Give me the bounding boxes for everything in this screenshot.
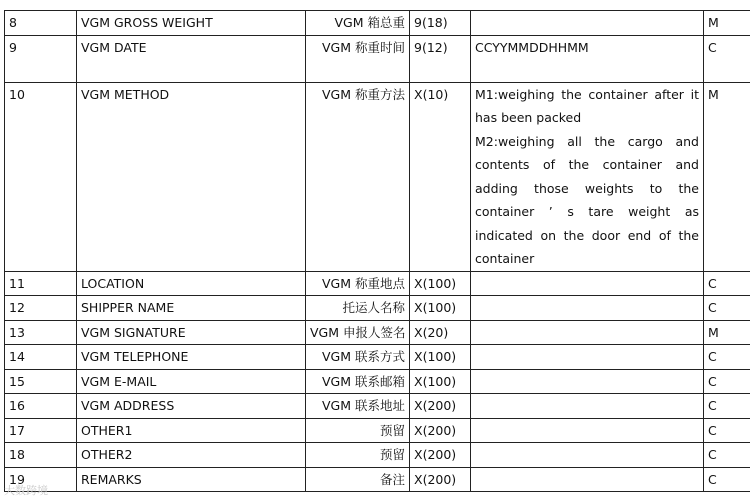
field-name-cn: VGM 申报人签名 (306, 320, 410, 345)
field-name-en: VGM E-MAIL (77, 369, 306, 394)
vgm-field-spec-table (4, 10, 750, 492)
field-requirement: C (704, 296, 750, 321)
field-format: X(20) (410, 320, 471, 345)
field-description (471, 369, 704, 394)
watermark: 大数跨境 (4, 484, 48, 497)
field-name-en: VGM DATE (77, 35, 306, 82)
field-name-cn: VGM 称重地点 (306, 271, 410, 296)
field-description (471, 271, 704, 296)
field-description (471, 345, 704, 370)
field-number: 15 (5, 369, 77, 394)
field-name-en: VGM GROSS WEIGHT (77, 11, 306, 36)
field-number: 11 (5, 271, 77, 296)
field-requirement: C (704, 467, 750, 492)
field-name-cn: VGM 箱总重 (306, 11, 410, 36)
field-format: X(200) (410, 418, 471, 443)
field-name-en: SHIPPER NAME (77, 296, 306, 321)
field-description (471, 443, 704, 468)
field-format: X(100) (410, 296, 471, 321)
field-format: 9(18) (410, 11, 471, 36)
field-description (471, 296, 704, 321)
field-name-cn: 托运人名称 (306, 296, 410, 321)
description-line: adding those weights to the (475, 180, 699, 196)
description-line: M1:weighing the container after it (475, 86, 699, 102)
field-format: X(10) (410, 82, 471, 271)
table-row (5, 394, 750, 419)
description-line: has been packed (475, 110, 582, 125)
field-name-cn: VGM 称重方法 (306, 82, 410, 271)
description-line: M2:weighing all the cargo and (475, 133, 699, 149)
field-name-en: LOCATION (77, 271, 306, 296)
field-requirement: C (704, 394, 750, 419)
field-requirement: C (704, 418, 750, 443)
field-description (471, 11, 704, 36)
table-row (5, 271, 750, 296)
field-number: 9 (5, 35, 77, 82)
description-line: container ’ s tare weight as (475, 204, 699, 219)
field-name-en: VGM TELEPHONE (77, 345, 306, 370)
field-name-en: VGM ADDRESS (77, 394, 306, 419)
field-requirement: C (704, 35, 750, 82)
field-format: X(200) (410, 394, 471, 419)
table-row (5, 82, 750, 271)
field-requirement: C (704, 271, 750, 296)
field-name-en: OTHER1 (77, 418, 306, 443)
field-format: X(200) (410, 467, 471, 492)
field-name-cn: 预留 (306, 443, 410, 468)
field-number: 18 (5, 443, 77, 468)
field-format: X(100) (410, 345, 471, 370)
field-name-cn: VGM 称重时间 (306, 35, 410, 82)
field-number: 13 (5, 320, 77, 345)
field-name-cn: 备注 (306, 467, 410, 492)
field-name-en: OTHER2 (77, 443, 306, 468)
field-description (471, 82, 704, 271)
field-requirement: M (704, 11, 750, 36)
table-row (5, 320, 750, 345)
field-description (471, 418, 704, 443)
table-row (5, 467, 750, 492)
field-number: 12 (5, 296, 77, 321)
field-number: 14 (5, 345, 77, 370)
field-name-cn: VGM 联系邮箱 (306, 369, 410, 394)
field-name-en: VGM METHOD (77, 82, 306, 271)
description-line: container (475, 251, 535, 266)
table-row (5, 418, 750, 443)
field-name-cn: 预留 (306, 418, 410, 443)
field-format: X(100) (410, 271, 471, 296)
field-format: X(100) (410, 369, 471, 394)
field-requirement: M (704, 320, 750, 345)
field-requirement: C (704, 369, 750, 394)
table-row (5, 296, 750, 321)
field-description (471, 320, 704, 345)
field-number: 10 (5, 82, 77, 271)
field-description (471, 467, 704, 492)
field-number: 17 (5, 418, 77, 443)
field-name-en: VGM SIGNATURE (77, 320, 306, 345)
field-name-en: REMARKS (77, 467, 306, 492)
field-number: 19 (5, 467, 77, 492)
description-line: contents of the container and (475, 157, 699, 172)
description-line: indicated on the door end of the (475, 227, 699, 243)
field-format: 9(12) (410, 35, 471, 82)
table-row (5, 345, 750, 370)
field-number: 16 (5, 394, 77, 419)
field-format: X(200) (410, 443, 471, 468)
field-name-cn: VGM 联系方式 (306, 345, 410, 370)
table-row (5, 11, 750, 36)
field-description (471, 394, 704, 419)
table-row (5, 443, 750, 468)
table-row (5, 369, 750, 394)
field-requirement: C (704, 345, 750, 370)
field-requirement: M (704, 82, 750, 271)
field-name-cn: VGM 联系地址 (306, 394, 410, 419)
field-description: CCYYMMDDHHMM (471, 35, 704, 82)
field-requirement: C (704, 443, 750, 468)
table-row (5, 35, 750, 82)
field-number: 8 (5, 11, 77, 36)
